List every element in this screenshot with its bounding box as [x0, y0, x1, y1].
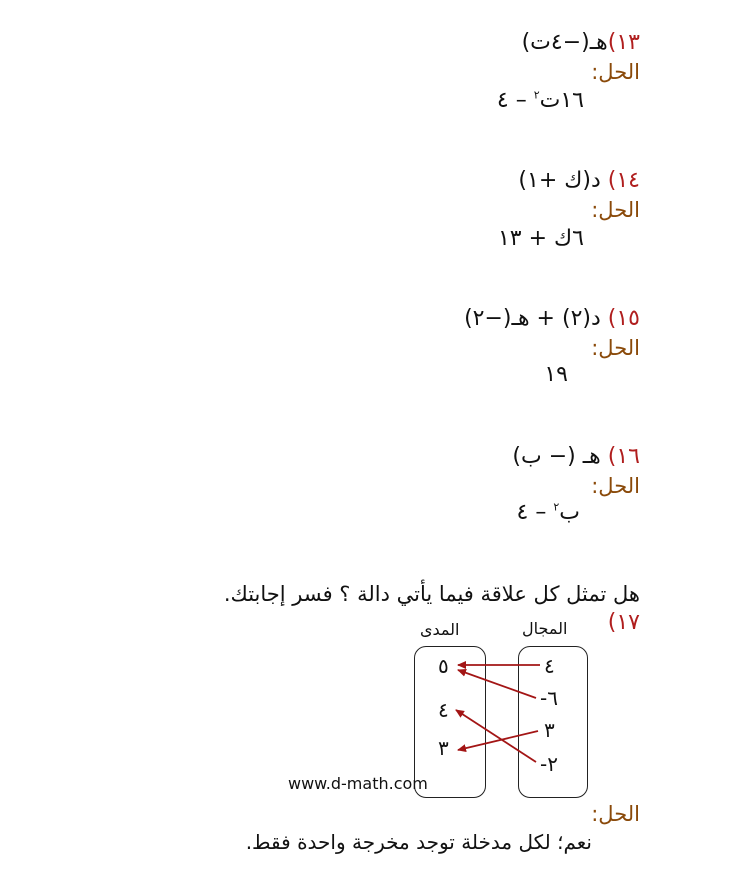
range-value: ٤	[438, 698, 449, 722]
problem-14-statement	[518, 168, 640, 193]
problem-15-answer: ١٩	[544, 362, 568, 387]
problem-14-number: ١٤)	[607, 168, 640, 193]
domain-value: -٢	[540, 752, 558, 776]
domain-value: ٣	[544, 718, 555, 742]
problem-13-expression: هـ(−٤ت)	[521, 30, 608, 55]
range-value: ٣	[438, 736, 449, 760]
problem-13-answer-tail: – ٤	[496, 88, 534, 113]
problem-13-solution-label: الحل:	[591, 60, 640, 84]
problem-15-expression: د(٢) + هـ(−٢)	[464, 306, 608, 331]
problem-15-number: ١٥)	[607, 306, 640, 331]
problem-15-statement	[464, 306, 640, 331]
problem-16-statement	[512, 444, 640, 469]
problem-13-number: ١٣)	[607, 30, 640, 55]
domain-value: ٤	[544, 654, 555, 678]
problem-14-expression: د(ك +١)	[518, 168, 608, 193]
problem-16-answer-exponent: ٢	[553, 500, 560, 514]
domain-label: المجال	[522, 619, 568, 638]
range-value: ٥	[438, 654, 449, 678]
problem-16-answer	[517, 500, 580, 525]
problem-13-answer-main: ١٦ت	[539, 88, 584, 113]
problem-16-expression: هـ (− ب)	[512, 444, 608, 469]
range-label: المدى	[420, 620, 460, 639]
problem-13-answer-exponent: ٢	[533, 88, 540, 102]
problem-16-answer-main: ب	[559, 500, 580, 525]
problem-15-solution-label: الحل:	[591, 336, 640, 360]
problem-16-solution-label: الحل:	[591, 474, 640, 498]
question-intro: هل تمثل كل علاقة فيما يأتي دالة ؟ فسر إجابتك.	[223, 582, 640, 606]
problem-16-number: ١٦)	[607, 444, 640, 469]
problem-17-answer: نعم؛ لكل مدخلة توجد مخرجة واحدة فقط.	[245, 830, 592, 854]
problem-14-solution-label: الحل:	[591, 198, 640, 222]
domain-value: -٦	[540, 686, 558, 710]
problem-16-answer-tail: – ٤	[516, 500, 554, 525]
problem-13-answer	[497, 88, 584, 113]
problem-14-answer: ٦ك + ١٣	[497, 226, 584, 251]
problem-17-solution-label: الحل:	[591, 802, 640, 826]
problem-13-statement	[522, 30, 640, 55]
watermark: www.d-math.com	[288, 774, 428, 793]
problem-17-number: ١٧)	[607, 610, 640, 635]
